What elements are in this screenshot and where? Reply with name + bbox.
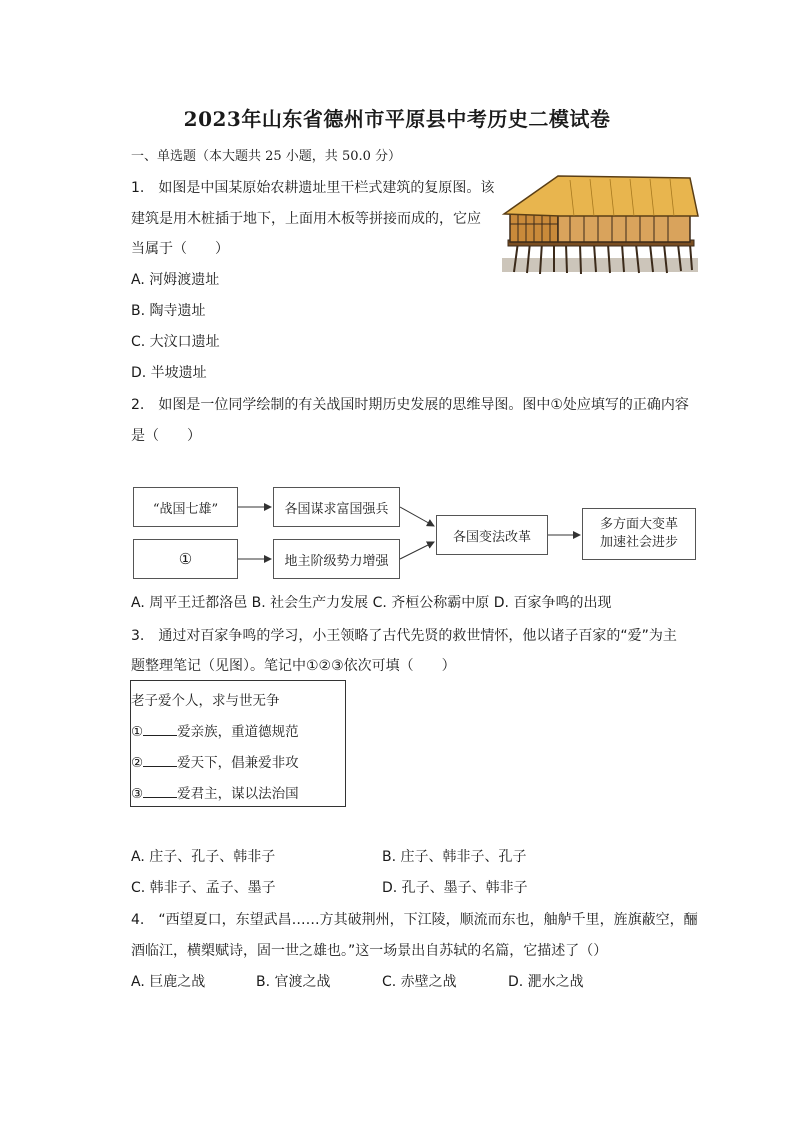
note-blank-1: [143, 723, 177, 736]
note-line-laozi: 老子爱个人，求与世无争: [131, 693, 280, 709]
q1-line-3: 当属于（ ）: [131, 241, 229, 257]
q3-option-d: D. 孔子、墨子、韩非子: [382, 880, 528, 896]
note-line-3-number: ③: [131, 786, 144, 802]
note-blank-2: [143, 754, 177, 767]
mindmap-box-progress-line-2: 加速社会进步: [599, 535, 678, 550]
mindmap-box-progress: [582, 508, 696, 560]
note-line-2-text: 爱天下，倡兼爱非攻: [177, 755, 299, 771]
note-line-3-text: 爱君主，谋以法治国: [177, 786, 299, 802]
q1-option-a: A. 河姆渡遗址: [131, 272, 220, 288]
q4-option-b: B. 官渡之战: [256, 974, 331, 990]
notes-box: [130, 680, 346, 807]
q3-option-c: C. 韩非子、孟子、墨子: [131, 880, 276, 896]
note-line-2: [131, 751, 299, 771]
q1-option-d: D. 半坡遗址: [131, 365, 207, 381]
note-line-3: [131, 782, 299, 802]
section-heading: 一、单选题（本大题共 25 小题，共 50.0 分）: [131, 149, 402, 164]
mindmap-box-rich-strong: 各国谋求富国强兵: [273, 487, 400, 527]
q3-line-1: 3. 通过对百家争鸣的学习，小王领略了古代先贤的救世情怀，他以诸子百家的“爱”为主: [131, 628, 677, 644]
q2-line-2: 是（ ）: [131, 428, 201, 444]
mindmap-box-blank: ①: [133, 539, 238, 579]
mindmap-box-reform: 各国变法改革: [436, 515, 548, 555]
page-title: 2023年山东省德州市平原县中考历史二模试卷: [183, 107, 611, 131]
q2-line-1: 2. 如图是一位同学绘制的有关战国时期历史发展的思维导图。图中①处应填写的正确内容: [131, 397, 689, 413]
q4-line-1: 4. “西望夏口，东望武昌……方其破荆州，下江陵，顺流而东也，舳舻千里，旌旗蔽空，酾: [131, 912, 698, 928]
q4-line-2: 酒临江，横槊赋诗，固一世之雄也。”这一场景出自苏轼的名篇，它描述了（）: [131, 943, 608, 959]
note-line-2-number: ②: [131, 755, 144, 771]
q2-options: A. 周平王迁都洛邑 B. 社会生产力发展 C. 齐桓公称霸中原 D. 百家争鸣的出现: [131, 595, 612, 611]
q1-option-b: B. 陶寺遗址: [131, 303, 206, 319]
q4-option-d: D. 淝水之战: [508, 974, 584, 990]
note-line-1: [131, 720, 299, 740]
q4-option-a: A. 巨鹿之战: [131, 974, 206, 990]
q1-line-1: 1. 如图是中国某原始农耕遗址里干栏式建筑的复原图。该: [131, 180, 495, 196]
mindmap-box-landlord: 地主阶级势力增强: [273, 539, 400, 579]
note-line-1-text: 爱亲族，重道德规范: [177, 724, 299, 740]
note-blank-3: [143, 785, 177, 798]
note-line-1-number: ①: [131, 724, 144, 740]
mindmap-box-progress-line-1: 多方面大变革: [599, 517, 678, 532]
q1-option-c: C. 大汶口遗址: [131, 334, 220, 350]
q3-option-b: B. 庄子、韩非子、孔子: [382, 849, 527, 865]
q3-option-a: A. 庄子、孔子、韩非子: [131, 849, 276, 865]
mindmap-box-seven-states: “战国七雄”: [133, 487, 238, 527]
q3-line-2: 题整理笔记（见图）。笔记中①②③依次可填（ ）: [131, 658, 456, 674]
q1-line-2: 建筑是用木桩插于地下，上面用木板等拼接而成的，它应: [131, 211, 481, 227]
q4-option-c: C. 赤壁之战: [382, 974, 457, 990]
